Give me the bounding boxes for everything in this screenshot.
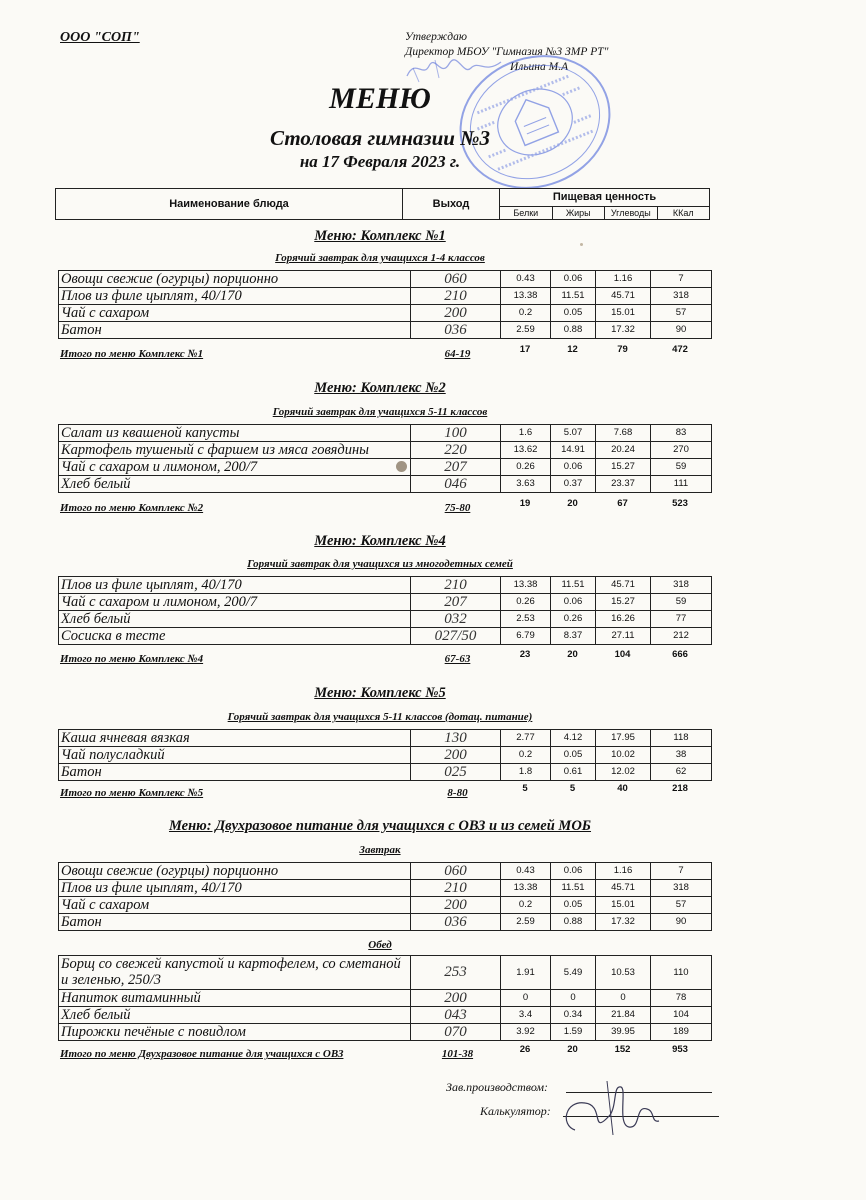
kcal-value: 57	[675, 307, 687, 318]
menu-table	[58, 424, 712, 493]
dish-name: Чай с сахаром и лимоном, 200/7	[59, 459, 411, 475]
carbs-value: 10.02	[596, 747, 651, 763]
fats-value: 0.34	[551, 1007, 596, 1023]
fats-value: 0.88	[551, 914, 596, 930]
total-proteins: 26	[519, 1044, 531, 1055]
carbs-value: 1.16	[596, 863, 651, 879]
header-carbs: Углеводы	[605, 207, 658, 220]
dish-name: Картофель тушеный с фаршем из мяса говядины	[59, 442, 411, 458]
fats-value: 0.37	[551, 476, 596, 492]
carbs-value: 0	[596, 990, 651, 1006]
table-row	[58, 1007, 712, 1024]
proteins-value: 6.79	[501, 628, 551, 644]
dish-output: 210	[411, 577, 501, 593]
carbs-value: 15.27	[596, 459, 651, 475]
proteins-value: 0.26	[501, 594, 551, 610]
table-row	[58, 1024, 712, 1041]
table-row	[58, 730, 712, 747]
total-fats: 12	[567, 344, 578, 355]
carbs-value: 12.02	[596, 764, 651, 780]
dish-output: 200	[411, 747, 501, 763]
total-fats: 20	[567, 498, 578, 509]
table-row	[58, 425, 712, 442]
dish-output: 210	[411, 880, 501, 896]
header-kcal: ККал	[672, 208, 694, 218]
table-header	[55, 188, 710, 220]
dish-name: Плов из филе цыплят, 40/170	[59, 577, 411, 593]
proteins-value: 0.43	[501, 271, 551, 287]
kcal-value: 318	[673, 290, 689, 301]
header-proteins: Белки	[500, 207, 553, 220]
breakfast-label: Завтрак	[359, 844, 401, 856]
dish-name: Овощи свежие (огурцы) порционно	[59, 271, 411, 287]
proteins-value: 1.8	[501, 764, 551, 780]
carbs-value: 7.68	[596, 425, 651, 441]
header-output: Выход	[403, 189, 500, 219]
kcal-value: 318	[673, 882, 689, 893]
total-label: Итого по меню Комплекс №5	[60, 787, 204, 799]
kcal-value: 270	[673, 444, 689, 455]
kcal-value: 318	[673, 579, 689, 590]
total-proteins: 17	[519, 344, 531, 355]
paper-speck	[580, 243, 583, 246]
table-row	[58, 271, 712, 288]
dish-output: 130	[411, 730, 501, 746]
dish-output: 070	[411, 1024, 501, 1040]
kcal-value: 38	[675, 749, 687, 760]
dish-name: Борщ со свежей капустой и картофелем, со сметаной и зеленью, 250/3	[59, 956, 411, 989]
fats-value: 11.51	[551, 880, 596, 896]
carbs-value: 20.24	[596, 442, 651, 458]
handwritten-signature	[555, 1075, 665, 1145]
proteins-value: 0.2	[501, 897, 551, 913]
section-title: Меню: Комплекс №4	[314, 533, 446, 549]
table-row	[58, 628, 712, 645]
carbs-value: 10.53	[596, 956, 651, 989]
dish-name: Батон	[59, 764, 411, 780]
kcal-value: 59	[675, 596, 687, 607]
total-output: 101-38	[441, 1048, 474, 1060]
total-label: Итого по меню Двухразовое питание для учащихся с ОВЗ	[60, 1048, 344, 1060]
fats-value: 0.06	[551, 271, 596, 287]
dish-output: 207	[411, 594, 501, 610]
table-row	[58, 476, 712, 493]
proteins-value: 13.62	[501, 442, 551, 458]
total-carbs: 40	[617, 783, 628, 794]
dish-output: 036	[411, 322, 501, 338]
section-subtitle: Горячий завтрак для учащихся 5-11 классов	[272, 406, 488, 418]
fats-value: 0.05	[551, 747, 596, 763]
kcal-value: 104	[673, 1009, 689, 1020]
carbs-value: 1.16	[596, 271, 651, 287]
total-output: 75-80	[444, 502, 471, 514]
dish-name: Чай полусладкий	[59, 747, 411, 763]
menu-table	[58, 955, 712, 1041]
carbs-value: 17.95	[596, 730, 651, 746]
kcal-value: 62	[675, 766, 687, 777]
carbs-value: 39.95	[596, 1024, 651, 1040]
table-row	[58, 305, 712, 322]
total-kcal: 953	[672, 1044, 688, 1055]
fats-value: 0.05	[551, 897, 596, 913]
dish-output: 220	[411, 442, 501, 458]
approval-person: Ильина М.А	[510, 61, 569, 73]
fats-value: 0.61	[551, 764, 596, 780]
section-total	[60, 783, 720, 801]
dish-output: 060	[411, 863, 501, 879]
production-signature-label: Зав.производством:	[446, 1080, 549, 1094]
table-row	[58, 914, 712, 931]
table-row	[58, 863, 712, 880]
section-subtitle: Горячий завтрак для учащихся 5-11 классов (дотац. питание)	[227, 711, 533, 723]
table-row	[58, 611, 712, 628]
organization-name: ООО "СОП"	[60, 30, 140, 45]
table-row	[58, 956, 712, 990]
dish-name: Чай с сахаром	[59, 897, 411, 913]
kcal-value: 7	[678, 865, 684, 876]
kcal-value: 7	[678, 273, 684, 284]
section-subtitle: Горячий завтрак для учащихся 1-4 классов	[275, 252, 485, 264]
proteins-value: 0.26	[501, 459, 551, 475]
section-title: Меню: Комплекс №5	[314, 685, 446, 701]
carbs-value: 21.84	[596, 1007, 651, 1023]
proteins-value: 0	[501, 990, 551, 1006]
dish-output: 253	[411, 956, 501, 989]
section-title: Меню: Комплекс №2	[314, 380, 446, 396]
dish-output: 027/50	[411, 628, 501, 644]
proteins-value: 2.53	[501, 611, 551, 627]
proteins-value: 0.43	[501, 863, 551, 879]
proteins-value: 3.4	[501, 1007, 551, 1023]
dish-name: Плов из филе цыплят, 40/170	[59, 880, 411, 896]
total-label: Итого по меню Комплекс №2	[60, 502, 204, 514]
proteins-value: 13.38	[501, 577, 551, 593]
carbs-value: 23.37	[596, 476, 651, 492]
paper-mark	[396, 461, 407, 472]
total-output: 64-19	[444, 348, 471, 360]
page-title: МЕНЮ	[329, 82, 431, 115]
fats-value: 1.59	[551, 1024, 596, 1040]
total-fats: 20	[567, 1044, 578, 1055]
kcal-value: 118	[673, 732, 689, 743]
carbs-value: 17.32	[596, 322, 651, 338]
proteins-value: 3.63	[501, 476, 551, 492]
dish-name: Пирожки печёные с повидлом	[59, 1024, 411, 1040]
fats-value: 0.26	[551, 611, 596, 627]
table-row	[58, 880, 712, 897]
fats-value: 0.88	[551, 322, 596, 338]
dish-name: Батон	[59, 322, 411, 338]
total-proteins: 19	[519, 498, 531, 509]
total-output: 8-80	[447, 787, 468, 799]
dish-output: 060	[411, 271, 501, 287]
carbs-value: 17.32	[596, 914, 651, 930]
section-total	[60, 1044, 720, 1062]
section-total	[60, 344, 720, 362]
carbs-value: 15.01	[596, 897, 651, 913]
total-output: 67-63	[444, 653, 471, 665]
dish-output: 207	[411, 459, 501, 475]
proteins-value: 1.91	[501, 956, 551, 989]
dish-name: Каша ячневая вязкая	[59, 730, 411, 746]
table-row	[58, 594, 712, 611]
total-kcal: 523	[672, 498, 688, 509]
dish-output: 100	[411, 425, 501, 441]
dish-name: Сосиска в тесте	[59, 628, 411, 644]
section-title: Меню: Комплекс №1	[314, 228, 446, 244]
total-carbs: 104	[614, 649, 631, 660]
approval-label: Утверждаю	[405, 31, 467, 43]
menu-table	[58, 862, 712, 931]
fats-value: 0.05	[551, 305, 596, 321]
total-kcal: 472	[672, 344, 688, 355]
table-row	[58, 577, 712, 594]
dish-output: 200	[411, 897, 501, 913]
total-kcal: 666	[672, 649, 688, 660]
kcal-value: 111	[673, 478, 689, 489]
menu-table	[58, 576, 712, 645]
dish-name: Хлеб белый	[59, 1007, 411, 1023]
kcal-value: 59	[675, 461, 687, 472]
dish-name: Чай с сахаром	[59, 305, 411, 321]
dish-name: Чай с сахаром и лимоном, 200/7	[59, 594, 411, 610]
proteins-value: 2.59	[501, 322, 551, 338]
carbs-value: 45.71	[596, 288, 651, 304]
total-proteins: 5	[522, 783, 528, 794]
total-kcal: 218	[672, 783, 688, 794]
fats-value: 4.12	[551, 730, 596, 746]
dish-output: 200	[411, 305, 501, 321]
total-carbs: 152	[614, 1044, 631, 1055]
menu-table	[58, 729, 712, 781]
proteins-value: 0.2	[501, 747, 551, 763]
carbs-value: 16.26	[596, 611, 651, 627]
dish-output: 032	[411, 611, 501, 627]
total-carbs: 67	[617, 498, 628, 509]
approval-position: Директор МБОУ "Гимназия №3 ЗМР РТ"	[405, 46, 609, 58]
fats-value: 0.06	[551, 863, 596, 879]
total-fats: 20	[567, 649, 578, 660]
dish-name: Плов из филе цыплят, 40/170	[59, 288, 411, 304]
kcal-value: 90	[675, 324, 687, 335]
fats-value: 5.49	[551, 956, 596, 989]
dish-output: 036	[411, 914, 501, 930]
fats-value: 5.07	[551, 425, 596, 441]
dish-output: 025	[411, 764, 501, 780]
table-row	[58, 764, 712, 781]
kcal-value: 90	[675, 916, 687, 927]
kcal-value: 212	[673, 630, 689, 641]
lunch-label: Обед	[368, 939, 392, 951]
carbs-value: 45.71	[596, 577, 651, 593]
kcal-value: 83	[675, 427, 687, 438]
section-title: Меню: Двухразовое питание для учащихся с ОВЗ и из семей МОБ	[168, 818, 592, 834]
header-fats: Жиры	[553, 207, 606, 220]
fats-value: 11.51	[551, 577, 596, 593]
proteins-value: 3.92	[501, 1024, 551, 1040]
dish-name: Хлеб белый	[59, 476, 411, 492]
fats-value: 0.06	[551, 459, 596, 475]
table-row	[58, 990, 712, 1007]
table-row	[58, 747, 712, 764]
calculator-signature-label: Калькулятор:	[480, 1104, 551, 1118]
total-fats: 5	[569, 783, 576, 794]
proteins-value: 13.38	[501, 880, 551, 896]
fats-value: 0	[551, 990, 596, 1006]
total-proteins: 23	[519, 649, 531, 660]
dish-output: 210	[411, 288, 501, 304]
kcal-value: 57	[675, 899, 687, 910]
table-row	[58, 442, 712, 459]
proteins-value: 2.77	[501, 730, 551, 746]
fats-value: 11.51	[551, 288, 596, 304]
dish-output: 043	[411, 1007, 501, 1023]
dish-output: 200	[411, 990, 501, 1006]
kcal-value: 110	[673, 967, 689, 978]
table-row	[58, 322, 712, 339]
total-carbs: 79	[617, 344, 628, 355]
section-total	[60, 498, 720, 516]
proteins-value: 0.2	[501, 305, 551, 321]
proteins-value: 1.6	[501, 425, 551, 441]
dish-name: Батон	[59, 914, 411, 930]
section-total	[60, 649, 720, 667]
total-label: Итого по меню Комплекс №1	[60, 348, 204, 360]
fats-value: 14.91	[551, 442, 596, 458]
carbs-value: 15.27	[596, 594, 651, 610]
carbs-value: 45.71	[596, 880, 651, 896]
table-row	[58, 459, 712, 476]
proteins-value: 13.38	[501, 288, 551, 304]
section-subtitle: Горячий завтрак для учащихся из многодетных семей	[247, 558, 513, 570]
fats-value: 8.37	[551, 628, 596, 644]
kcal-value: 189	[673, 1026, 689, 1037]
menu-date: на 17 Февраля 2023 г.	[299, 152, 461, 171]
total-label: Итого по меню Комплекс №4	[60, 653, 204, 665]
header-dish-name: Наименование блюда	[56, 189, 403, 219]
carbs-value: 15.01	[596, 305, 651, 321]
kcal-value: 78	[675, 992, 687, 1003]
dish-name: Напиток витаминный	[59, 990, 411, 1006]
table-row	[58, 288, 712, 305]
fats-value: 0.06	[551, 594, 596, 610]
dish-name: Хлеб белый	[59, 611, 411, 627]
carbs-value: 27.11	[596, 628, 651, 644]
table-row	[58, 897, 712, 914]
kcal-value: 77	[675, 613, 687, 624]
header-nutrition-label: Пищевая ценность	[500, 189, 709, 207]
dish-output: 046	[411, 476, 501, 492]
dish-name: Овощи свежие (огурцы) порционно	[59, 863, 411, 879]
proteins-value: 2.59	[501, 914, 551, 930]
menu-table	[58, 270, 712, 339]
header-nutrition	[500, 189, 709, 219]
page-subtitle: Столовая гимназии №3	[270, 126, 490, 150]
dish-name: Салат из квашеной капусты	[59, 425, 411, 441]
